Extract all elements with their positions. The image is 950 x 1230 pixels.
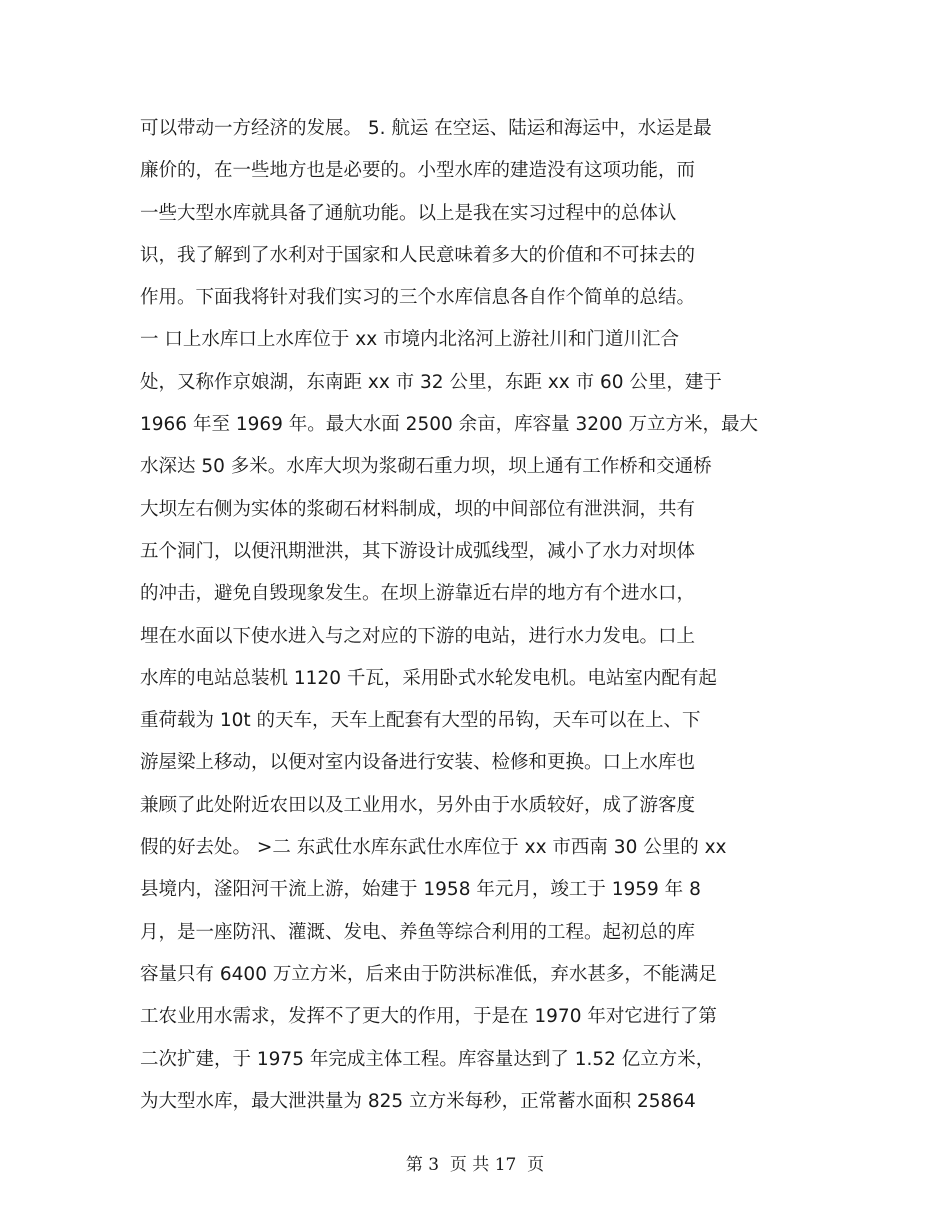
text-line: 重荷载为 10t 的天车，天车上配套有大型的吊钩，天车可以在上、下: [140, 710, 701, 732]
text-line: 埋在水面以下使水进入与之对应的下游的电站，进行水力发电。口上: [140, 625, 696, 647]
text-line: 为大型水库，最大泄洪量为 825 立方米每秒，正常蓄水面积 25864: [140, 1090, 696, 1112]
text-line: 大坝左右侧为实体的浆砌石材料制成，坝的中间部位有泄洪洞，共有: [140, 498, 696, 520]
text-line: 可以带动一方经济的发展。 5. 航运 在空运、陆运和海运中，水运是最: [140, 118, 712, 139]
text-line: 县境内，滏阳河干流上游，始建于 1958 年元月，竣工于 1959 年 8: [140, 879, 701, 901]
text-line: 游屋梁上移动，以便对室内设备进行安装、检修和更换。口上水库也: [140, 752, 696, 774]
text-line: 作用。下面我将针对我们实习的三个水库信息各自作个简单的总结。: [140, 287, 696, 309]
text-line: 月，是一座防汛、灌溉、发电、养鱼等综合利用的工程。起初总的库: [140, 921, 696, 943]
text-line: 1966 年至 1969 年。最大水面 2500 余亩，库容量 3200 万立方米，最大: [140, 414, 758, 436]
text-line: 二次扩建，于 1975 年完成主体工程。库容量达到了 1.52 亿立方米，: [140, 1048, 715, 1070]
text-line: 一 口上水库口上水库位于 xx 市境内北洺河上游社川和门道川汇合: [140, 329, 680, 351]
body-text: [140, 108, 820, 1123]
text-line: 处，又称作京娘湖，东南距 xx 市 32 公里，东距 xx 市 60 公里，建于: [140, 371, 722, 393]
text-line: 廉价的，在一些地方也是必要的。小型水库的建造没有这项功能，而: [140, 160, 696, 182]
text-line: 容量只有 6400 万立方米，后来由于防洪标准低，弃水甚多，不能满足: [140, 963, 717, 985]
text-line: 的冲击，避免自毁现象发生。在坝上游靠近右岸的地方有个进水口，: [140, 583, 696, 605]
text-line: 五个洞门，以便汛期泄洪，其下游设计成弧线型，减小了水力对坝体: [140, 540, 696, 562]
text-line: 工农业用水需求，发挥不了更大的作用，于是在 1970 年对它进行了第: [140, 1006, 717, 1028]
text-line: 水库的电站总装机 1120 千瓦，采用卧式水轮发电机。电站室内配有起: [140, 667, 717, 689]
text-line: 兼顾了此处附近农田以及工业用水，另外由于水质较好，成了游客度: [140, 794, 696, 816]
text-line: 识，我了解到了水利对于国家和人民意味着多大的价值和不可抹去的: [140, 244, 696, 266]
text-line: 水深达 50 多米。水库大坝为浆砌石重力坝，坝上通有工作桥和交通桥: [140, 456, 712, 478]
page-number-footer: 第 3 页 共 17 页: [405, 1155, 545, 1175]
text-line: 一些大型水库就具备了通航功能。以上是我在实习过程中的总体认: [140, 202, 677, 224]
text-line: 假的好去处。 >二 东武仕水库东武仕水库位于 xx 市西南 30 公里的 xx: [140, 837, 727, 859]
